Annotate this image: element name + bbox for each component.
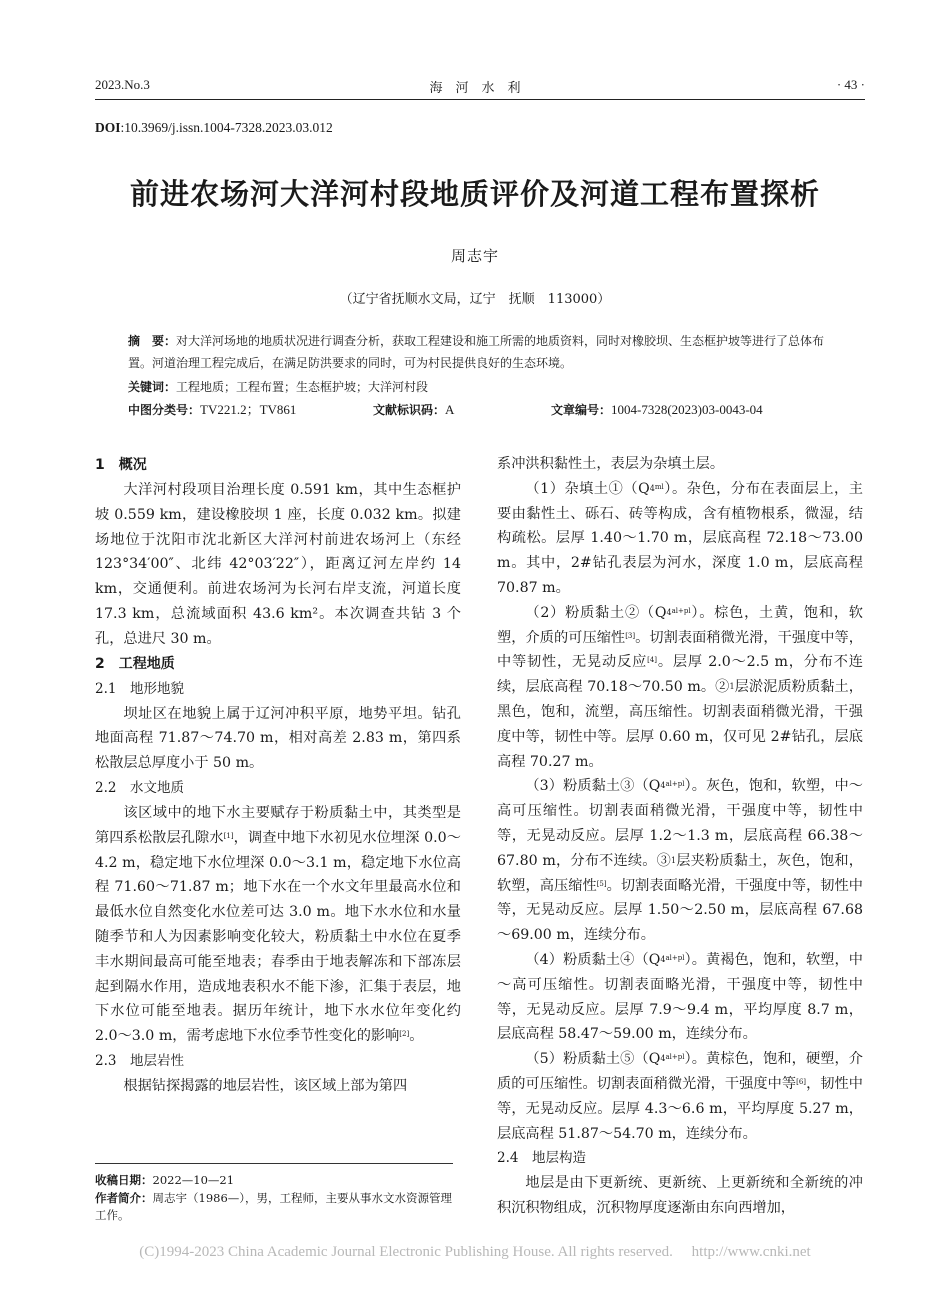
bio-text: 周志宇（1986—），男，工程师，主要从事水文水资源管理工作。 <box>95 1191 453 1222</box>
paragraph-topography: 坝址区在地貌上属于辽河冲积平原，地势平坦。钻孔地面高程 71.87～74.70 m，相对高差 2.83 m，第四系松散层总厚度小于 50 m。 <box>95 705 461 772</box>
text-run: （5）粉质黏土⑤（Q <box>525 1051 661 1068</box>
text-run: （2）粉质黏土②（Q <box>525 604 667 621</box>
articleno-label: 文章编号： <box>551 403 612 417</box>
citation-ref[interactable]: [1] <box>223 831 234 840</box>
layer-4 <box>497 948 863 1047</box>
superscript: al+pl <box>665 953 685 962</box>
copyright-watermark: (C)1994-2023 China Academic Journal Electronic Publishing House. All rights reserved. http://www.cnki.net <box>139 1244 811 1260</box>
page-number: · 43 · <box>836 77 865 92</box>
received-date: 2022—10—21 <box>152 1173 235 1187</box>
text-run: 。切割表面稍微光滑，干强度中等，中等韧性，无晃动反应 <box>497 629 863 671</box>
text-run: 。切割表面略光滑，干强度中等，韧性中等，无晃动反应。层厚 1.50～2.50 m，层底高程 67.68～69.00 m，连续分布。 <box>497 877 863 944</box>
left-column <box>95 453 461 1099</box>
footnote-rule <box>95 1163 453 1164</box>
text-run: ）。黄褐色，饱和，软塑，中～高可压缩性。切割表面略光滑，干强度中等，韧性中等，无晃动反应。层厚 7.9～9.4 m，平均厚度 8.7 m，层底高程 58.47～59.00 m，连续分布。 <box>497 951 863 1043</box>
subscript: 1 <box>729 682 735 692</box>
subscript: 1 <box>670 855 677 865</box>
text-run: （4）粉质黏土④（Q <box>525 951 661 968</box>
text-run: （3）粉质黏土③（Q <box>525 778 661 795</box>
layer-5 <box>497 1047 863 1146</box>
text-run: 层淤泥质粉质黏土，黑色，饱和，流塑，高压缩性。切割表面稍微光滑，干强度中等，韧性中等。层厚 0.60 m，仅可见 2#钻孔，层底高程 70.27 m。 <box>497 679 863 770</box>
citation-ref[interactable]: [4] <box>647 656 658 665</box>
text-run: （1）杂填土①（Q <box>525 480 650 497</box>
subscript: 4 <box>666 607 672 617</box>
abstract-label: 摘 要： <box>128 334 177 348</box>
text-run: ）。杂色，分布在表面层上，主要由黏性土、砾石、砖等构成，含有植物根系，微湿，结构疏松。层厚 1.40～1.70 m，层底高程 72.18～73.00 m。其中，2#钻孔表层为河水，深度 1.0 m，层底高程 70.87 m。 <box>497 480 863 596</box>
clc-value: TV221.2；TV861 <box>200 402 297 417</box>
citation-ref[interactable]: [2] <box>399 1030 410 1039</box>
article-title: 前进农场河大洋河村段地质评价及河道工程布置探析 <box>129 177 820 211</box>
paragraph-lithology-cont: 系冲洪积黏性土，表层为杂填土层。 <box>497 456 725 472</box>
subsection-heading-2-3: 2.3 地层岩性 <box>95 1052 184 1069</box>
subscript: 4 <box>649 483 655 493</box>
keywords-label: 关键词： <box>128 380 177 394</box>
issue-number: 2023.No.3 <box>95 77 150 92</box>
paragraph-overview: 大洋河村段项目治理长度 0.591 km，其中生态框护坡 0.559 km，建设橡胶坝 1 座，长度 0.032 km。拟建场地位于沈阳市沈北新区大洋河村前进农场河上（东经 123°34′00″、北纬 42°03′22″），距离辽河左岸约 14 km，交通便利。前进农场河为长河右岸支流，河道长度 17.3 km，总流域面积 43.6 km²。本次调查共钻 3 个孔，总进尺 30 m。 <box>95 482 461 647</box>
paragraph-hydrogeology <box>95 801 461 1049</box>
keywords <box>128 376 833 398</box>
text-run: ）。黄棕色，饱和，硬塑，介质的可压缩性。切割表面稍微光滑，干强度中等 <box>497 1051 863 1092</box>
footnote-received <box>95 1172 461 1189</box>
superscript: al+pl <box>671 606 691 615</box>
abstract <box>128 330 833 374</box>
paragraph-structure: 地层是由下更新统、更新统、上更新统和全新统的冲积沉积物组成，沉积物厚度逐渐由东向西增加， <box>497 1175 863 1217</box>
text-run: ）。灰色，饱和，软塑，中～高可压缩性。切割表面稍微光滑，干强度中等，韧性中等，无晃动反应。层厚 1.2～1.3 m，层底高程 66.38～67.80 m，分布不连续。③ <box>497 778 863 869</box>
footnote-bio <box>95 1190 461 1224</box>
header-rule <box>95 99 865 100</box>
text-run: 层夹粉质黏土，灰色，饱和，软塑，高压缩性 <box>497 852 863 894</box>
layer-3 <box>497 774 863 948</box>
layer-2 <box>497 601 863 775</box>
bio-label: 作者简介： <box>95 1191 153 1205</box>
citation-ref[interactable]: [5] <box>596 879 607 888</box>
superscript: al+pl <box>665 1053 685 1062</box>
citation-ref[interactable]: [3] <box>625 631 636 640</box>
section-heading-2: 2 工程地质 <box>95 655 175 672</box>
text-run: ，调查中地下水初见水位埋深 0.0～4.2 m，稳定地下水位埋深 0.0～3.1 m，稳定地下水位高程 71.60～71.87 m；地下水在一个水文年里最高水位和最低水位自然变化水位差可达 3.0 m。地下水水位和水量随季节和人为因素影响变化较大，粉质黏土中水位在夏季丰水期间最高可能至地表；春季由于地表解冻和下部冻层起到隔水作用，造成地表积水不能下渗，汇集于表层，地下水位可能至地表。据历年统计，地下水水位年变化约 2.0～3.0 m，需考虑地下水位季节性变化的影响 <box>95 829 461 1045</box>
subsection-heading-2-4: 2.4 地层构造 <box>497 1150 586 1167</box>
clc-label: 中图分类号： <box>128 403 201 417</box>
subscript: 4 <box>660 954 666 964</box>
doi-value: :10.3969/j.issn.1004-7328.2023.03.012 <box>120 120 333 135</box>
doi <box>95 120 333 136</box>
abstract-text: 对大洋河场地的地质状况进行调查分析，获取工程建设和施工所需的地质资料，同时对橡胶坝、生态框护坡等进行了总体布置。河道治理工程完成后，在满足防洪要求的同时，可为村民提供良好的生态环境。 <box>128 334 825 370</box>
affiliation: （辽宁省抚顺水文局，辽宁 抚顺 113000） <box>339 292 611 307</box>
journal-name: 海 河 水 利 <box>429 81 521 96</box>
subsection-heading-2-1: 2.1 地形地貌 <box>95 680 184 697</box>
citation-ref[interactable]: [6] <box>796 1077 807 1086</box>
doccode-label: 文献标识码： <box>373 403 446 417</box>
paragraph-lithology: 根据钻探揭露的地层岩性，该区域上部为第四 <box>123 1077 408 1094</box>
superscript: al+pl <box>665 780 685 789</box>
subscript: 4 <box>660 1054 666 1064</box>
subscript: 4 <box>660 781 666 791</box>
author: 周志宇 <box>450 247 499 265</box>
superscript: ml <box>654 482 664 491</box>
layer-1 <box>497 477 863 601</box>
subsection-heading-2-2: 2.2 水文地质 <box>95 779 184 796</box>
text-run: 。 <box>409 1028 424 1045</box>
text-run: ，韧性中等，无晃动反应。层厚 4.3～6.6 m，平均厚度 5.27 m，层底高程 51.87～54.70 m，连续分布。 <box>497 1075 863 1142</box>
doi-label: DOI <box>95 120 121 135</box>
articleno-value: 1004-7328(2023)03-0043-04 <box>611 402 763 417</box>
received-label: 收稿日期： <box>95 1173 153 1187</box>
right-column <box>497 452 863 1221</box>
doccode-value: A <box>445 402 455 417</box>
text-run: 该区域中的地下水主要赋存于粉质黏土中，其类型是第四系松散层孔隙水 <box>95 804 461 846</box>
text-run: ）。棕色，土黄，饱和，软塑，介质的可压缩性 <box>497 604 863 646</box>
section-heading-1: 1 概况 <box>95 457 147 473</box>
keywords-text: 工程地质；工程布置；生态框护坡；大洋河村段 <box>176 380 429 394</box>
text-run: 。层厚 2.0～2.5 m，分布不连续，层底高程 70.18～70.50 m。② <box>497 654 863 696</box>
